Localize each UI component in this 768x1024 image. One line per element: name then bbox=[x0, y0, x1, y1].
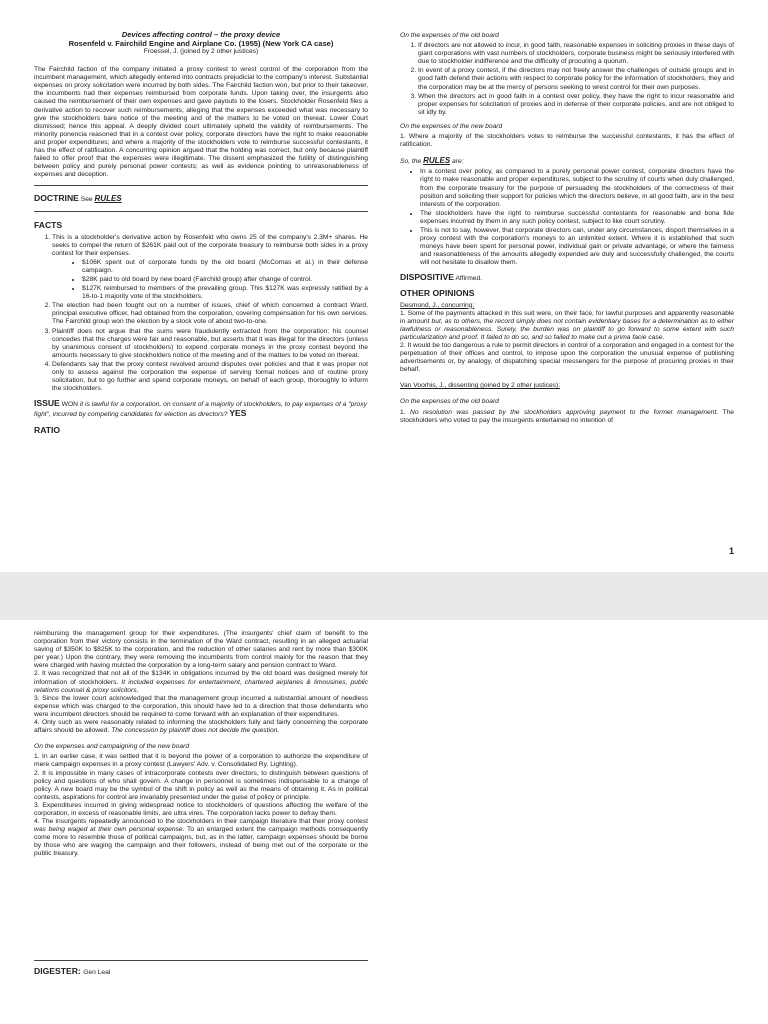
divider bbox=[34, 960, 368, 961]
fact-subitem: • $28K paid to old board by new board (Fairchild group) after change of control. bbox=[82, 276, 368, 284]
dispositive-line bbox=[400, 273, 734, 283]
oldboard-item: 3. When the directors act in good faith in a contest over policy, they have the right to incur reasonable and proper expenses for solicitation of proxies and in defense of their corporate policies, and are not obliged to sit idly by. bbox=[418, 93, 734, 117]
right-column bbox=[400, 32, 734, 429]
digester-name: Gen Leal bbox=[83, 969, 111, 976]
fact-sublist bbox=[52, 259, 368, 301]
vv-para-3: 3. Since the lower court acknowledged that the management group incurred a substantial amount of needless expense which was charged to the corporation, this should have led to a direction that those defendants who were incumbent directors should be required to come forward with an explanation of their expenditures. bbox=[34, 694, 368, 718]
rule-item: • The stockholders have the right to reimburse successful contestants for reasonable and bona fide expenses incurred by them in any such policy contest, subject to like court scrutiny. bbox=[420, 210, 734, 226]
vv-text-italic: No resolution was passed by the stockholders approving payment to the former management. bbox=[410, 408, 719, 416]
page-number: 1 bbox=[728, 546, 734, 556]
fact-item: 3. Plaintiff does not argue that the sums were fraudulently extracted from the corporation; his counsel concedes that the charges were fair and reasonable, but asserts that it was illegal for the directors (unless by unanimous consent of stockholders) to expend corporate moneys in the proxy contest beyond the amounts necessary to give stockholders notice of the meeting and of the matters to be voted on thereat. bbox=[52, 328, 368, 360]
document-page-2 bbox=[0, 620, 768, 1024]
issue-won: WON bbox=[61, 401, 78, 409]
issue-label: ISSUE bbox=[34, 398, 60, 409]
oldboard-heading: On the expenses of the old board bbox=[400, 32, 499, 39]
vv-text: The stockholders who voted to pay the insurgents entertained no intention of bbox=[400, 408, 734, 424]
facts-heading: FACTS bbox=[34, 219, 63, 230]
vv-text: 4. The insurgents repeatedly announced to the stockholders in their campaign literature that their proxy contest bbox=[34, 818, 368, 826]
rules-intro bbox=[400, 157, 734, 166]
divider bbox=[34, 185, 368, 186]
rules-list bbox=[400, 168, 734, 267]
vv-new-4 bbox=[34, 818, 368, 858]
fact-subitem: • $106K spent out of corporate funds by the old board (McComas et al.) in their defense campaign. bbox=[82, 259, 368, 275]
ratio-heading: RATIO bbox=[34, 425, 61, 436]
digester-line bbox=[34, 966, 110, 976]
vv-text-italic: The concession by plaintiff does not decide the question. bbox=[111, 727, 280, 735]
desmond-para-1 bbox=[400, 310, 734, 342]
divider bbox=[34, 211, 368, 212]
fact-item bbox=[52, 234, 368, 302]
vv-text: 2. It was recognized that not all of the $134K in obligations incurred by the old board was designed merely for information of stockholders. bbox=[34, 670, 368, 686]
newboard-text: 1. Where a majority of the stockholders votes to reimburse the successful contestants, it has the effect of ratification. bbox=[400, 133, 734, 149]
oldboard-list bbox=[400, 42, 734, 117]
digester-label: DIGESTER: bbox=[34, 966, 81, 976]
vv-text-italic: It included expenses for entertainment, chartered airplanes & limousines, public relations counsel & proxy solicitors. bbox=[34, 678, 369, 694]
page2-column bbox=[34, 630, 368, 863]
vv-oldboard-heading: On the expenses of the old board bbox=[400, 398, 499, 406]
issue-text: it is lawful for a corporation, on consent of a majority of stockholders, to pay expenses of a "proxy fight", incurred by competing candidates for election as directors? bbox=[34, 401, 367, 419]
vv-para-cont: reimbursing the management group for their expenditures. (The insurgents' chief claim of benefit to the corporation from their victory consists in the termination of the Ward contract, resulting in an alleged actuarial saving of $350K to $825K to the corporation, and the reduction of other salaries and rent by more than $300K per year.) Upon the contrary, they were removing the incumbents from control mainly for the reason that they were charged with having mulcted the corporation by a long-term salary and pension contract to Ward. bbox=[34, 630, 368, 670]
desmond-para-2: 2. It would be too dangerous a rule to permit directors in control of a corporation and engaged in a contest for the perpetuation of their offices and control, to impose upon the corporation the unusual expense of publishing advertisements or, by analogy, of dispatching special messengers for the purpose of procuring proxies in their behalf. bbox=[400, 342, 734, 374]
case-summary: The Fairchild faction of the company initiated a proxy contest to wrest control of the corporation from the incumbent management, which allegedly entered into contracts prejudicial to the company's interest. Substantial expenses on proxy solicitation were incurred by both sides. The Fairchild faction won, but prior to their takeover, the incumbents had their expenses reimbursed from corporate funds. Upon taking over, the insurgents also caused the reimbursement of their own expenses and gave payouts to the losers. Stockholder Rosenfeld files a derivative action to recover such reimbursements, alleging that the expenses exceeded what was necessary to give the stockholders bare notice of the meeting and of the matters to be voted on thereat. Lower Court dismissed; hence this appeal. A deeply divided court ultimately upheld the validity of reimbursements. The minority ponencia reasoned that in a contest over policy, corporate directors have the right to make reasonable and proper expenditures; and where a majority of the stockholders vote to reimburse successful contestants, it has the effect of ratification. A concurring opinion argued that the holding was correct, but only because plaintiff failed to offer proof that the expenses were illegitimate. The dissent emphasized the futility of distinguishing between policy and purely personal power contests; as well as evidence pointing to unreasonableness of expenses and deception. bbox=[34, 66, 368, 179]
vv-para-1 bbox=[400, 409, 734, 425]
other-opinions-heading: OTHER OPINIONS bbox=[400, 287, 475, 298]
doctrine-label: DOCTRINE bbox=[34, 193, 79, 204]
fact-item: 2. The election had been fought out on a number of issues, chief of which concerned a contract Ward, principal executive officer, had obtained from the corporation, covering compensation for his own services. The Fairchild group won the election by a stock vote of about two-to-one. bbox=[52, 302, 368, 326]
dispositive-label: DISPOSITIVE bbox=[400, 272, 454, 283]
vv-para-2 bbox=[34, 670, 368, 694]
rules-label: RULES bbox=[423, 156, 451, 166]
vv-new-3: 3. Expenditures incurred in giving widespread notice to stockholders of questions affecting the welfare of the corporation, in excess of reasonable limits, are ultra vires. The corporation lacks power to defray them. bbox=[34, 801, 368, 817]
desmond-text: 1. Some of the payments attacked in this suit were, on their face, for lawful purposes and apparently reasonable in amount bbox=[400, 309, 734, 325]
vv-new-2: 2. It is impossible in many cases of intracorporate contests over directors, to distinguish between questions of policy and questions of who shall govern. A change in personnel is sometimes indispensable to a change of policy. A new board may be the symbol of the shift in policy as well as the means of obtaining it. As in political contests, aspirations for control are invariably presented under the guise of policy or principle. bbox=[34, 769, 368, 801]
vv-para-4 bbox=[34, 719, 368, 735]
case-title: Rosenfeld v. Fairchild Engine and Airplane Co. (1955) (New York CA case) bbox=[68, 39, 334, 48]
rule-item: • In a contest over policy, as compared to a purely personal power contest, corporate directors have the right to make reasonable and proper expenditures, subject to the scrutiny of courts when duly challenged, from the corporate treasury for the purpose of persuading the stockholders of the correctness of their position and soliciting their support for policies which the directors believe, in all good faith, are in the best interests of the corporation. bbox=[420, 168, 734, 208]
ponente-line: Froessel, J. (joined by 2 other justices) bbox=[143, 48, 259, 55]
fact-subitem: • $127K reimbursed to members of the prevailing group. This $127K was expressly ratified by a 16-to-1 majority vote of the stockholders. bbox=[82, 285, 368, 301]
newboard-heading: On the expenses of the new board bbox=[400, 122, 503, 130]
left-column bbox=[34, 30, 368, 439]
facts-list bbox=[34, 234, 368, 394]
issue-answer: YES bbox=[229, 408, 247, 419]
rules-intro-text: So, the bbox=[400, 158, 422, 166]
fact-text: This is a stockholder's derivative action by Rosenfeld who owns 25 of the company's 2.3M+ shares. He seeks to compel the return of $261K paid out of the corporate treasury to reimburse both sides in a proxy contest for their expenses. bbox=[52, 233, 368, 257]
desmond-text-italic: but, as to others, the record simply does not contain evidentiary bases for a determination as to either lawfulness or reasonableness. Surely, the burden was on plaintiff to go forward to some extent with such particularization and proof. It failed to do so, and so failed to make out a prima facie case. bbox=[400, 317, 734, 341]
oldboard-item: 1. If directors are not allowed to incur, in good faith, reasonable expenses in soliciting proxies in these days of giant corporations with vast numbers of stockholders, corporate business might be seriously interfered with due to stockholder indifference and the difficulty of procuring a quorum. bbox=[418, 42, 734, 66]
vv-text: 4. Only such as were reasonably related to informing the stockholders fully and fairly concerning the corporate affairs should be allowed. bbox=[34, 719, 368, 735]
rules-intro-end: are: bbox=[452, 158, 464, 166]
doctrine-rules-link: RULES bbox=[94, 194, 122, 204]
desmond-heading: Desmond, J., concurring: bbox=[400, 301, 475, 309]
vanvoorhis-heading: Van Voorhis, J., dissenting (joined by 2 other justices): bbox=[400, 382, 561, 390]
dispositive-text: Affirmed. bbox=[455, 275, 483, 283]
issue-block bbox=[34, 399, 368, 419]
fact-item: 4. Defendants say that the proxy contest revolved around disputes over policies and that it was proper not only to assess against the corporation the expense of serving formal notices and of routine proxy solicitation, but to go further and spend corporate moneys, on behalf of each group, thoroughly to inform the stockholders. bbox=[52, 361, 368, 393]
doctrine-see: See bbox=[80, 196, 93, 204]
vv-new-1: 1. In an earlier case, it was settled that it is beyond the power of a corporation to authorize the expenditure of mere campaign expenses in a proxy contest (Lawyers' Adv. v. Consolidated Ry. Lighting). bbox=[34, 753, 368, 769]
vv-text-italic: was being waged at their own personal expense. bbox=[34, 826, 185, 834]
vv-num: 1. bbox=[400, 408, 406, 416]
oldboard-item: 2. In event of a proxy contest, if the directors may not freely answer the challenges of outside groups and in good faith defend their actions with respect to corporate policy for the information of stockholders, they and the corporation may be at the mercy of persons seeking to wrest control for their own purposes. bbox=[418, 67, 734, 91]
doc-title: Devices affecting control – the proxy device bbox=[121, 30, 281, 39]
vv-newboard-heading: On the expenses and campaigning of the new board bbox=[34, 743, 190, 751]
vv-text: To an enlarged extent the campaign methods consequently come more to resemble those of political campaigns, but, as in the latter, campaign expenses should be borne by those who are waging the campaign and their followers, instead of being met out of the corporate or the public treasury. bbox=[34, 826, 368, 858]
rule-item: • This is not to say, however, that corporate directors can, under any circumstances, disport themselves in a proxy contest with the corporation's moneys to an unlimited extent. Where it is established that such moneys have been spent for personal power, individual gain or private advantage, or where the fairness and reasonableness of the amounts allegedly expended are duly and successfully challenged, the courts will not hesitate to disallow them. bbox=[420, 227, 734, 267]
doctrine-line bbox=[34, 194, 368, 204]
